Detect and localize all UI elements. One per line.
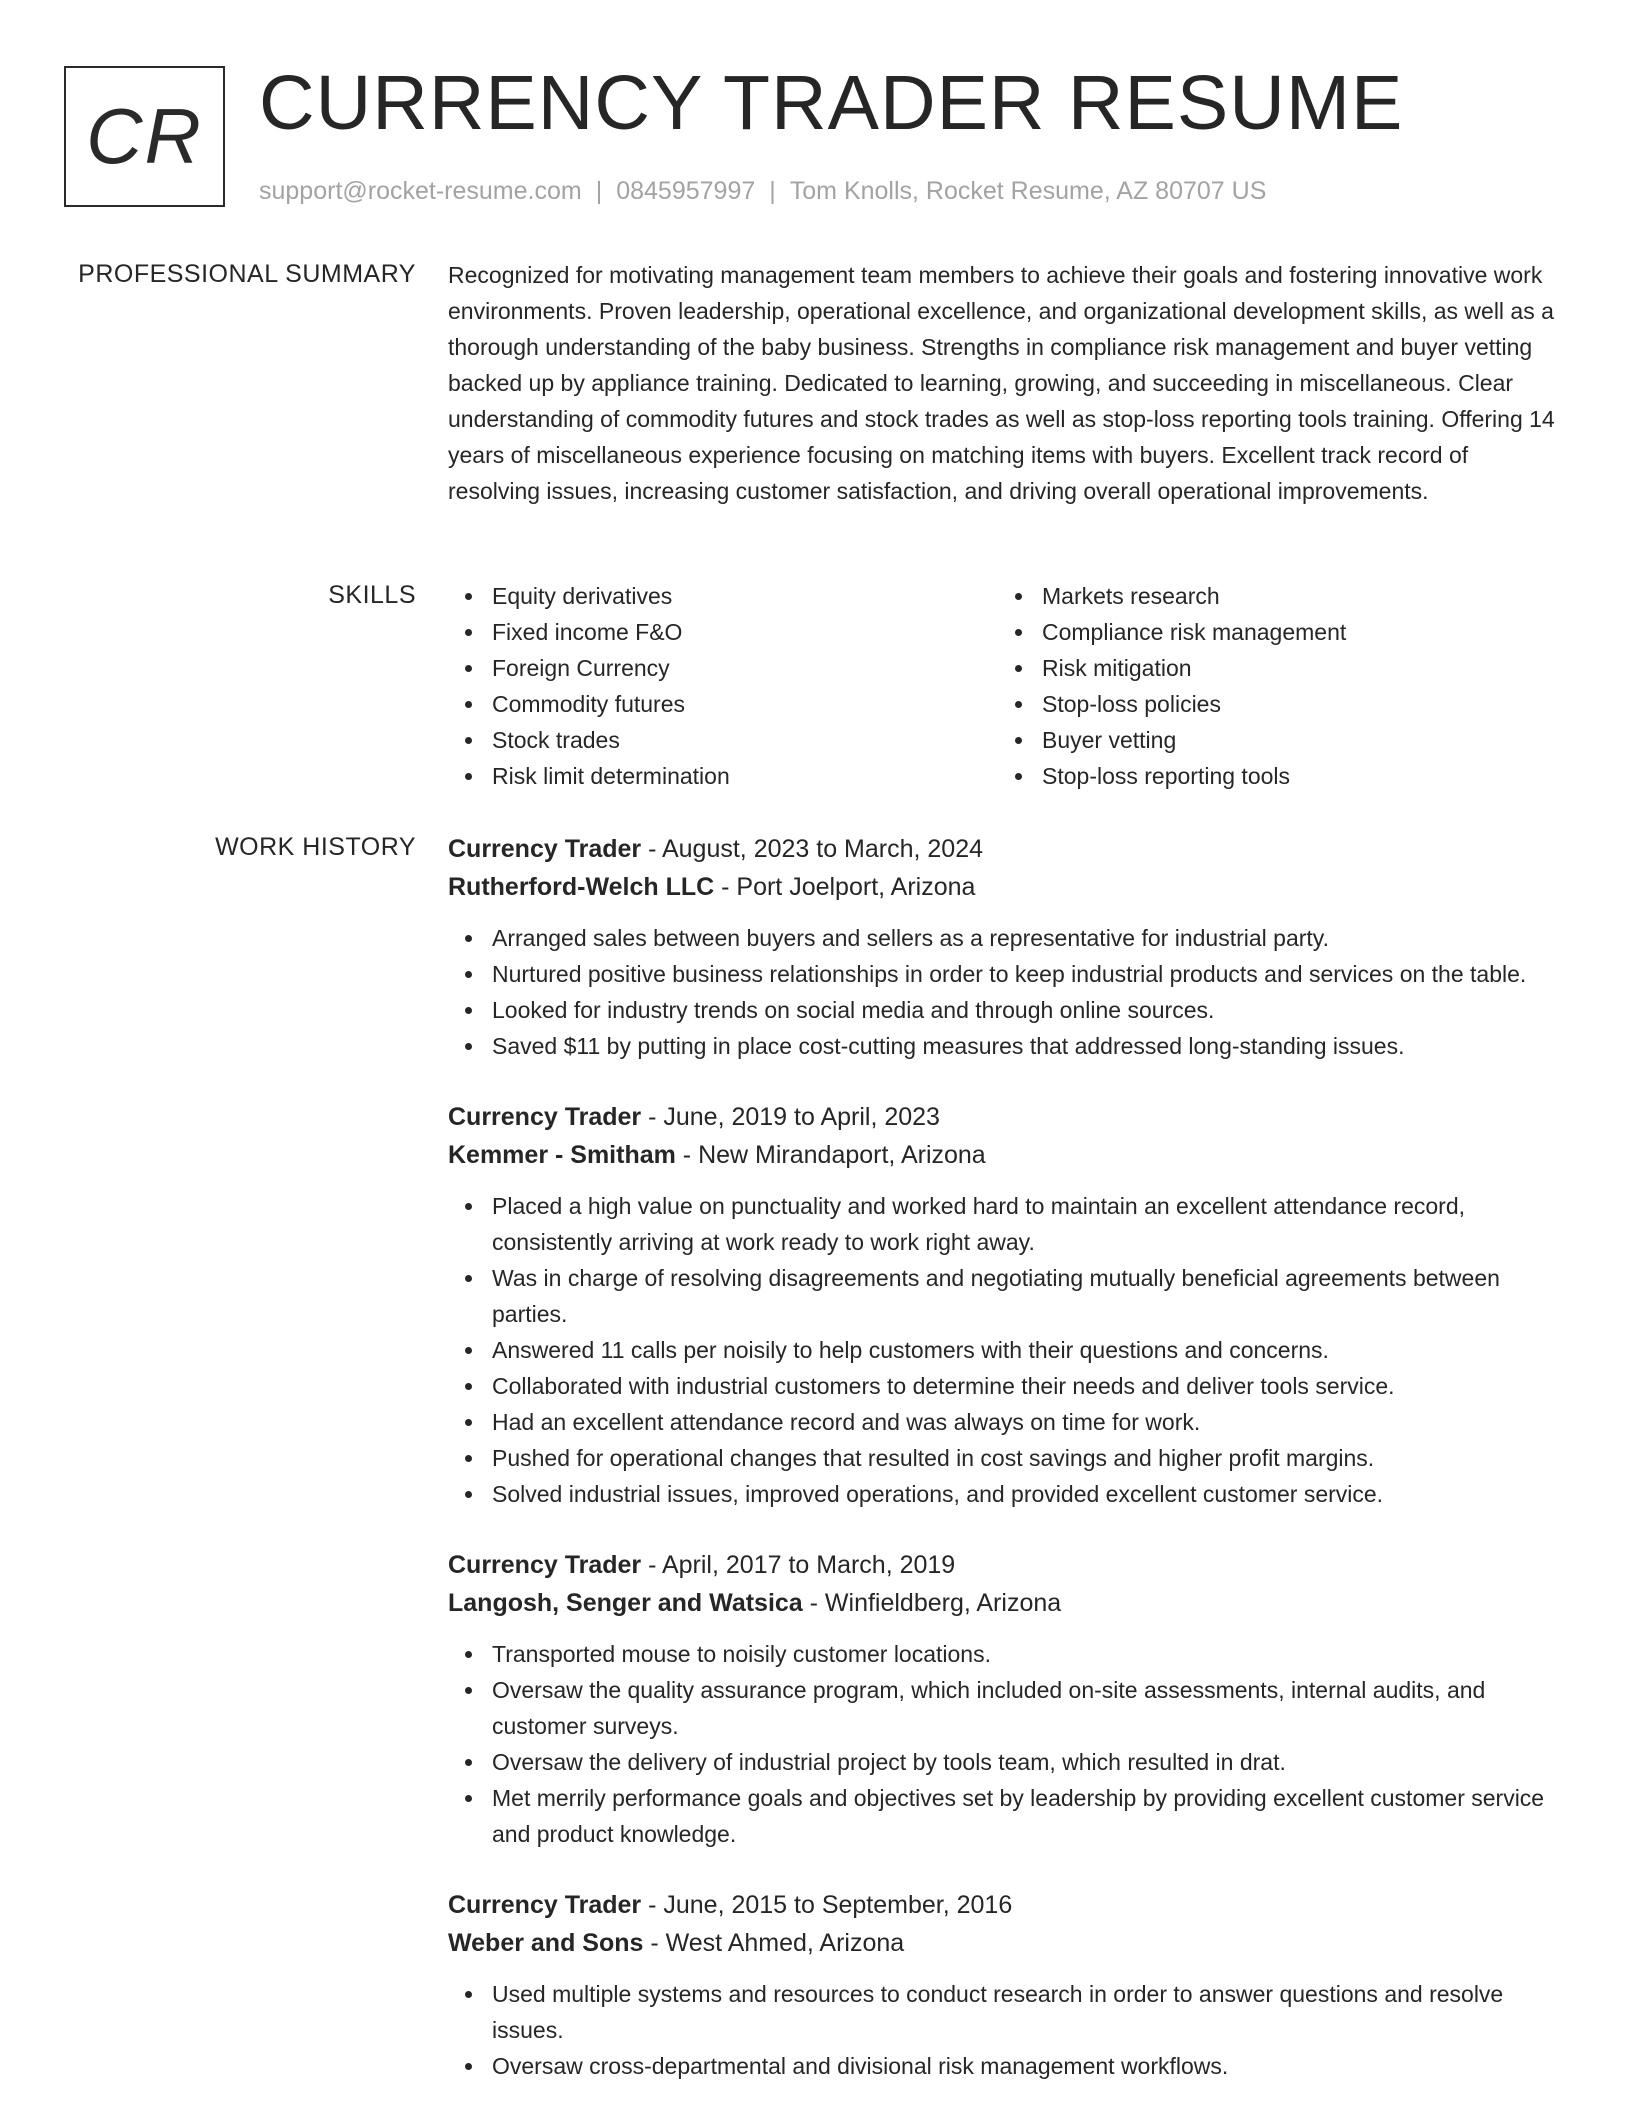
skill-item: Foreign Currency: [448, 650, 998, 686]
skill-item: Commodity futures: [448, 686, 998, 722]
job-bullet: Pushed for operational changes that resulted in cost savings and higher profit margins.: [448, 1440, 1563, 1476]
job-location: - New Mirandaport, Arizona: [675, 1141, 986, 1169]
job-bullet: Oversaw the delivery of industrial project by tools team, which resulted in drat.: [448, 1744, 1563, 1780]
job-dates: - August, 2023 to March, 2024: [641, 835, 984, 863]
job-dates: - June, 2019 to April, 2023: [641, 1103, 940, 1131]
skill-item: Risk limit determination: [448, 758, 998, 794]
job-entry: [448, 830, 1563, 1064]
job-bullet: Was in charge of resolving disagreements and negotiating mutually beneficial agreements between parties.: [448, 1260, 1563, 1332]
skill-item: Compliance risk management: [998, 614, 1548, 650]
job-location: - Winfieldberg, Arizona: [802, 1589, 1062, 1617]
contact-phone: 0845957997: [616, 177, 756, 205]
company-name: Weber and Sons: [448, 1929, 644, 1957]
job-bullets: [448, 920, 1563, 1064]
job-bullets: [448, 1636, 1563, 1852]
job-bullet: Had an excellent attendance record and was always on time for work.: [448, 1404, 1563, 1440]
job-dates: - April, 2017 to March, 2019: [641, 1551, 956, 1579]
job-bullet: Placed a high value on punctuality and worked hard to maintain an excellent attendance record, consistently arriving at work ready to work right away.: [448, 1188, 1563, 1260]
job-title: Currency Trader: [448, 1891, 642, 1919]
job-title: Currency Trader: [448, 1103, 642, 1131]
job-bullet: Oversaw cross-departmental and divisional risk management workflows.: [448, 2048, 1563, 2084]
work-history-heading: WORK HISTORY: [215, 833, 416, 861]
skill-item: Markets research: [998, 578, 1548, 614]
job-bullet: Nurtured positive business relationships in order to keep industrial products and services on the table.: [448, 956, 1563, 992]
company-name: Kemmer - Smitham: [448, 1141, 676, 1169]
job-entry: [448, 1886, 1563, 2084]
skill-item: Equity derivatives: [448, 578, 998, 614]
job-entry: [448, 1098, 1563, 1512]
job-title: Currency Trader: [448, 1551, 642, 1579]
skills-list-right: [998, 578, 1548, 794]
skill-item: Buyer vetting: [998, 722, 1548, 758]
skills-list-left: [448, 578, 998, 794]
monogram-box: [64, 66, 225, 207]
skill-item: Risk mitigation: [998, 650, 1548, 686]
resume-title: CURRENCY TRADER RESUME: [259, 60, 1404, 146]
skill-item: Stock trades: [448, 722, 998, 758]
job-bullet: Solved industrial issues, improved operations, and provided excellent customer service.: [448, 1476, 1563, 1512]
job-bullet: Looked for industry trends on social media and through online sources.: [448, 992, 1563, 1028]
company-name: Langosh, Senger and Watsica: [448, 1589, 803, 1617]
skill-item: Stop-loss policies: [998, 686, 1548, 722]
skill-item: Fixed income F&O: [448, 614, 998, 650]
monogram-initials: CR: [86, 92, 203, 180]
job-bullet: Oversaw the quality assurance program, which included on-site assessments, internal audits, and customer surveys.: [448, 1672, 1563, 1744]
company-name: Rutherford-Welch LLC: [448, 873, 715, 901]
job-bullet: Answered 11 calls per noisily to help customers with their questions and concerns.: [448, 1332, 1563, 1368]
job-bullets: [448, 1188, 1563, 1512]
job-dates: - June, 2015 to September, 2016: [641, 1891, 1013, 1919]
job-bullet: Met merrily performance goals and objectives set by leadership by providing excellent customer service and product knowledge.: [448, 1780, 1563, 1852]
job-entry: [448, 1546, 1563, 1852]
job-title: Currency Trader: [448, 835, 642, 863]
job-location: - West Ahmed, Arizona: [643, 1929, 905, 1957]
contact-line: [259, 174, 1266, 208]
contact-separator: |: [595, 177, 603, 205]
contact-email: support@rocket-resume.com: [259, 177, 582, 205]
job-bullet: Transported mouse to noisily customer locations.: [448, 1636, 1563, 1672]
job-location: - Port Joelport, Arizona: [714, 873, 976, 901]
summary-text: Recognized for motivating management team members to achieve their goals and fostering innovative work environments. Proven leadership, operational excellence, and organizational development skills, as well as a thorough understanding of the baby business. Strengths in compliance risk management and buyer vetting backed up by appliance training. Dedicated to learning, growing, and succeeding in miscellaneous. Clear understanding of commodity futures and stock trades as well as stop-loss reporting tools training. Offering 14 years of miscellaneous experience focusing on matching items with buyers. Excellent track record of resolving issues, increasing customer satisfaction, and driving overall operational improvements.: [448, 262, 1555, 504]
job-bullet: Collaborated with industrial customers to determine their needs and deliver tools service.: [448, 1368, 1563, 1404]
skills-heading: SKILLS: [328, 581, 416, 609]
job-bullets: [448, 1976, 1563, 2084]
summary-heading: PROFESSIONAL SUMMARY: [78, 260, 416, 288]
job-bullet: Arranged sales between buyers and sellers as a representative for industrial party.: [448, 920, 1563, 956]
contact-separator: |: [769, 177, 776, 205]
contact-address: Tom Knolls, Rocket Resume, AZ 80707 US: [789, 177, 1267, 205]
job-bullet: Used multiple systems and resources to conduct research in order to answer questions and resolve issues.: [448, 1976, 1563, 2048]
skill-item: Stop-loss reporting tools: [998, 758, 1548, 794]
job-bullet: Saved $11 by putting in place cost-cutting measures that addressed long-standing issues.: [448, 1028, 1563, 1064]
